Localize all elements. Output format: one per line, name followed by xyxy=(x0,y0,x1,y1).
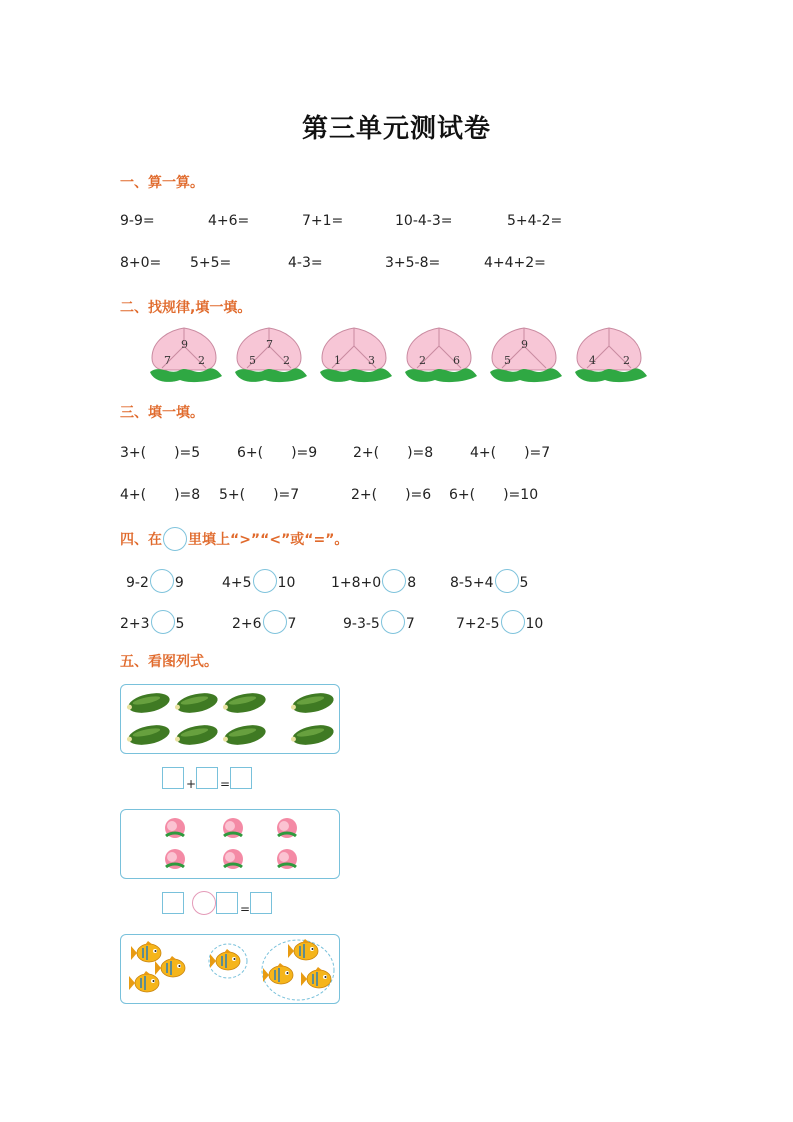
peach-fruit-icon xyxy=(165,818,185,838)
expression: 4+4+2= xyxy=(484,255,546,271)
section-1-heading: 一、算一算。 xyxy=(120,175,204,191)
peach-right-number: 2 xyxy=(198,354,205,367)
section-4-heading xyxy=(120,527,348,551)
fish-icon xyxy=(131,941,161,962)
fish-illustration xyxy=(121,935,339,1003)
expression: 3+5-8= xyxy=(385,255,441,271)
expression: 7+1= xyxy=(302,213,344,229)
fill-blank-expression: 6+( )=9 xyxy=(237,445,318,461)
answer-box[interactable] xyxy=(196,767,218,789)
compare-left: 2+6 xyxy=(232,616,262,632)
compare-right: 7 xyxy=(405,616,415,632)
fill-blank-expression: 6+( )=10 xyxy=(449,487,539,503)
peach-left-number: 1 xyxy=(334,354,341,367)
cucumber-illustration xyxy=(121,685,339,753)
cucumber-icon xyxy=(289,722,335,749)
page-title: 第三单元测试卷 xyxy=(301,114,491,144)
cucumber-icon xyxy=(289,690,335,717)
answer-box[interactable] xyxy=(162,767,184,789)
peach-picture-panel xyxy=(120,809,340,879)
expression: 10-4-3= xyxy=(395,213,453,229)
peach-fruit-icon xyxy=(277,818,297,838)
peach-fruit-icon xyxy=(165,849,185,869)
answer-circle-icon xyxy=(163,527,187,551)
compare-right: 7 xyxy=(287,616,297,632)
cucumber-icon xyxy=(221,722,267,749)
compare-item xyxy=(343,610,415,634)
peach-left-number: 7 xyxy=(164,354,171,367)
peach-left-number: 2 xyxy=(419,354,426,367)
cucumber-picture-panel xyxy=(120,684,340,754)
compare-right: 5 xyxy=(519,575,529,591)
compare-item xyxy=(120,610,184,634)
compare-circle[interactable] xyxy=(382,569,406,593)
fish-icon xyxy=(129,971,159,992)
peach-top-number: 9 xyxy=(521,338,528,351)
compare-item xyxy=(456,610,543,634)
fish-icon xyxy=(210,949,240,970)
fill-blank-expression: 4+( )=8 xyxy=(120,487,201,503)
peach-left-number: 5 xyxy=(249,354,256,367)
compare-item xyxy=(331,569,416,593)
peach-fruit-icon xyxy=(223,818,243,838)
expression: 5+4-2= xyxy=(507,213,563,229)
peach-top-number: 7 xyxy=(266,338,273,351)
peach-right-number: 2 xyxy=(623,354,630,367)
operator-circle[interactable] xyxy=(192,891,216,915)
peach-number-icon xyxy=(320,328,392,382)
compare-right: 8 xyxy=(407,575,417,591)
compare-circle[interactable] xyxy=(263,610,287,634)
peach-left-number: 5 xyxy=(504,354,511,367)
compare-circle[interactable] xyxy=(150,569,174,593)
peach-number-icon xyxy=(235,328,307,382)
fill-blank-expression: 5+( )=7 xyxy=(219,487,300,503)
compare-left: 9-2 xyxy=(126,575,149,591)
fill-blank-expression: 3+( )=5 xyxy=(120,445,201,461)
compare-left: 8-5+4 xyxy=(450,575,494,591)
peach-left-number: 4 xyxy=(589,354,596,367)
section-2-heading: 二、找规律,填一填。 xyxy=(120,300,252,316)
heading-text-post: 里填上“>”“<”或“=”。 xyxy=(188,532,349,548)
answer-box[interactable] xyxy=(216,892,238,914)
compare-right: 9 xyxy=(174,575,184,591)
compare-right: 10 xyxy=(525,616,544,632)
peach-number-icon xyxy=(490,328,562,382)
peach-top-number: 9 xyxy=(181,338,188,351)
peach-illustration xyxy=(121,810,339,878)
equals-sign: = xyxy=(240,902,251,916)
expression: 8+0= xyxy=(120,255,162,271)
cucumber-icon xyxy=(125,690,171,717)
compare-circle[interactable] xyxy=(501,610,525,634)
answer-box[interactable] xyxy=(230,767,252,789)
compare-left: 7+2-5 xyxy=(456,616,500,632)
compare-left: 9-3-5 xyxy=(343,616,380,632)
plus-sign: + xyxy=(186,777,197,791)
expression: 4-3= xyxy=(288,255,323,271)
peach-right-number: 3 xyxy=(368,354,375,367)
peach-fruit-icon xyxy=(223,849,243,869)
expression: 9-9= xyxy=(120,213,155,229)
fish-icon xyxy=(301,967,331,988)
compare-circle[interactable] xyxy=(495,569,519,593)
peach-right-number: 2 xyxy=(283,354,290,367)
compare-left: 1+8+0 xyxy=(331,575,382,591)
fish-icon xyxy=(263,963,293,984)
answer-box[interactable] xyxy=(250,892,272,914)
answer-box[interactable] xyxy=(162,892,184,914)
cucumber-icon xyxy=(125,722,171,749)
fish-picture-panel xyxy=(120,934,340,1004)
heading-text-pre: 四、在 xyxy=(120,532,162,548)
compare-left: 2+3 xyxy=(120,616,150,632)
compare-circle[interactable] xyxy=(151,610,175,634)
compare-item xyxy=(126,569,184,593)
compare-item xyxy=(450,569,528,593)
compare-circle[interactable] xyxy=(253,569,277,593)
cucumber-icon xyxy=(173,722,219,749)
equals-sign: = xyxy=(220,777,231,791)
cucumber-icon xyxy=(221,690,267,717)
section-5-heading: 五、看图列式。 xyxy=(120,654,218,670)
expression: 5+5= xyxy=(190,255,232,271)
peach-number-icon xyxy=(575,328,647,382)
expression: 4+6= xyxy=(208,213,250,229)
fill-blank-expression: 4+( )=7 xyxy=(470,445,551,461)
peach-pattern-row xyxy=(140,322,660,388)
peach-right-number: 6 xyxy=(453,354,460,367)
cucumber-icon xyxy=(173,690,219,717)
compare-right: 5 xyxy=(175,616,185,632)
peach-number-icon xyxy=(150,328,222,382)
compare-left: 4+5 xyxy=(222,575,252,591)
compare-item xyxy=(222,569,295,593)
fill-blank-expression: 2+( )=6 xyxy=(351,487,432,503)
section-3-heading: 三、填一填。 xyxy=(120,405,204,421)
peach-fruit-icon xyxy=(277,849,297,869)
fish-icon xyxy=(155,956,185,977)
fill-blank-expression: 2+( )=8 xyxy=(353,445,434,461)
compare-item xyxy=(232,610,296,634)
peach-number-icon xyxy=(405,328,477,382)
fish-icon xyxy=(288,939,318,960)
compare-circle[interactable] xyxy=(381,610,405,634)
compare-right: 10 xyxy=(277,575,296,591)
